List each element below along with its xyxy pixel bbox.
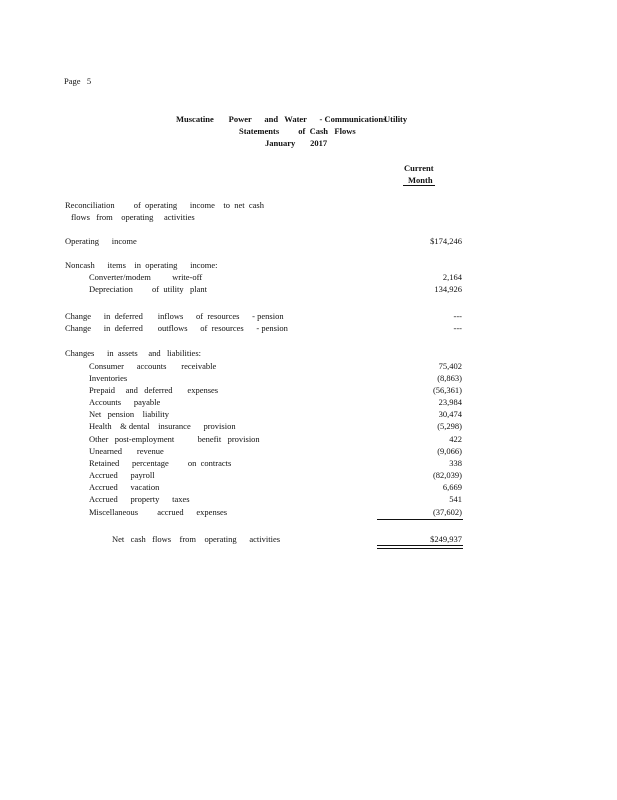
report-title-statement: Statements of Cash Flows xyxy=(239,126,356,136)
column-header-underline xyxy=(403,185,435,186)
column-header-current: Current xyxy=(404,163,434,173)
noncash-item-value: 2,164 xyxy=(442,272,462,282)
reconciliation-title-line2: flows from operating activities xyxy=(71,212,195,222)
operating-income-label: Operating income xyxy=(65,236,137,246)
changes-item-value: 23,984 xyxy=(438,397,462,407)
changes-item-label: Net pension liability xyxy=(89,409,170,419)
changes-item-label: Miscellaneous accrued expenses xyxy=(89,507,228,517)
column-header-month: Month xyxy=(408,175,433,185)
changes-item-label: Inventories xyxy=(89,373,128,383)
changes-item-value: (9,066) xyxy=(437,446,462,456)
changes-item-value: 75,402 xyxy=(438,361,462,371)
changes-item-label: Consumer accounts receivable xyxy=(89,361,217,371)
noncash-item-label: Depreciation of utility plant xyxy=(89,284,208,294)
reconciliation-title-line1: Reconciliation of operating income to net cash xyxy=(65,200,264,210)
change-item-value: --- xyxy=(453,311,462,321)
operating-income-value: $174,246 xyxy=(430,236,462,246)
changes-item-label: Unearned revenue xyxy=(89,446,164,456)
change-item-label: Change in deferred inflows of resources - pension xyxy=(65,311,284,321)
page-number: Page 5 xyxy=(64,76,92,86)
change-item-label: Change in deferred outflows of resources - pension xyxy=(65,323,288,333)
changes-item-label: Accounts payable xyxy=(89,397,161,407)
changes-item-label: Retained percentage on contracts xyxy=(89,458,232,468)
changes-item-value: 6,669 xyxy=(442,482,462,492)
changes-item-label: Prepaid and deferred expenses xyxy=(89,385,219,395)
changes-item-value: 541 xyxy=(449,494,462,504)
noncash-item-value: 134,926 xyxy=(434,284,462,294)
total-double-rule-top xyxy=(377,545,463,546)
change-item-value: --- xyxy=(453,323,462,333)
changes-item-value: (56,361) xyxy=(432,385,462,395)
subtotal-rule xyxy=(377,519,463,520)
net-cash-label: Net cash flows from operating activities xyxy=(112,534,281,544)
changes-item-label: Health & dental insurance provision xyxy=(89,421,236,431)
noncash-title: Noncash items in operating income: xyxy=(65,260,218,270)
changes-item-value: 30,474 xyxy=(438,409,462,419)
changes-title: Changes in assets and liabilities: xyxy=(65,348,201,358)
changes-item-label: Accrued vacation xyxy=(89,482,160,492)
changes-item-value: (37,602) xyxy=(432,507,462,517)
changes-item-label: Other post-employment benefit provision xyxy=(89,434,260,444)
changes-item-value: (5,298) xyxy=(437,421,462,431)
changes-item-value: (8,863) xyxy=(437,373,462,383)
total-double-rule-bottom xyxy=(377,548,463,549)
report-title-period: January 2017 xyxy=(265,138,328,148)
noncash-item-label: Converter/modem write-off xyxy=(89,272,203,282)
changes-item-value: (82,039) xyxy=(432,470,462,480)
changes-item-value: 422 xyxy=(449,434,462,444)
net-cash-value: $249,937 xyxy=(430,534,462,544)
changes-item-label: Accrued payroll xyxy=(89,470,155,480)
report-title-utility: Utility xyxy=(384,114,408,124)
report-title-entity: Muscatine Power and Water - Communications xyxy=(176,114,387,124)
changes-item-label: Accrued property taxes xyxy=(89,494,190,504)
changes-item-value: 338 xyxy=(449,458,462,468)
